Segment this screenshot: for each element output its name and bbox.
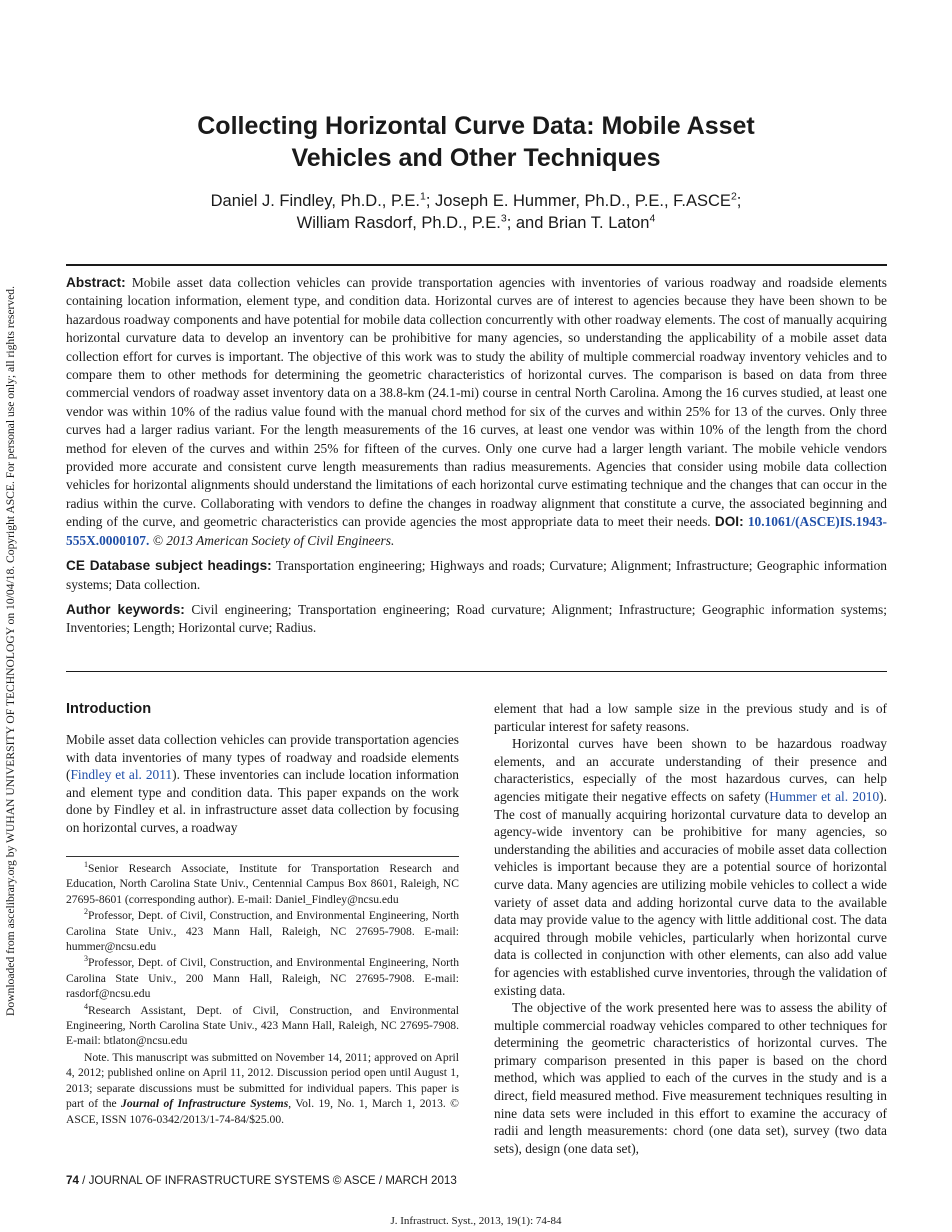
- note-text: , Vol. 19, No. 1, March 1, 2013. © ASCE, ISSN 1076-0342/2013/1-74-84/$25.00.: [66, 1097, 459, 1126]
- doi-label: DOI:: [714, 514, 744, 530]
- ce-headings-label: CE Database subject headings:: [66, 558, 272, 574]
- author-laton: ; and Brian T. Laton: [506, 214, 650, 232]
- footnote-text: Research Assistant, Dept. of Civil, Construction, and Environmental Engineering, North Carolina State Univ., 423 Mann Hall, Raleigh, NC 27695-7908. E-mail: btlaton@ncsu.edu: [66, 1003, 459, 1048]
- ce-subject-headings: [66, 557, 887, 594]
- citation-link-hummer[interactable]: Hummer et al. 2010: [769, 788, 880, 804]
- affiliation-marker: 1: [420, 190, 426, 203]
- running-footer-text: / JOURNAL OF INFRASTRUCTURE SYSTEMS © ASCE / MARCH 2013: [78, 1174, 457, 1187]
- abstract-label: Abstract:: [66, 275, 126, 290]
- footnote-1: [66, 861, 459, 907]
- intro-text: Horizontal curves have been shown to be hazardous roadway elements, and an accurate understanding of their presence and characteristics, especially of the most hazardous curves, can help agencies mitigate their negative effects on safety (: [494, 736, 887, 804]
- footnote-3: [66, 955, 459, 1001]
- author-hummer: ; Joseph E. Hummer, Ph.D., P.E., F.ASCE: [425, 192, 731, 210]
- author-separator: ;: [736, 192, 742, 210]
- intro-text: Mobile asset data collection vehicles can provide transportation agencies with data inventories of many types of roadway and roadside elements (: [66, 732, 459, 783]
- manuscript-note: [66, 1050, 459, 1127]
- abstract: [66, 274, 887, 550]
- author-line-2: [66, 212, 886, 234]
- abstract-text: Mobile asset data collection vehicles can provide transportation agencies with inventories of various roadway and roadside elements containing location information, element type, and condition data. Horizontal curves are of interest to agencies because they have been shown to be hazardous roadway components and have potential for mobile data collection concurrently with other roadway elements. The cost of manually acquiring horizontal curvature data to develop an inventory can be prohibitive for many agencies, so understanding the applicability of a mobile asset data collection effort for curves is important. The objective of this work was to study the ability of multiple commercial roadway inventory vehicles and to compare them to other methods for determining the geometric characteristics of horizontal curves. The comparison is based on data from three commercial vendors of roadway asset inventory data on a 38.8-km (24.1-mi) course in central North Carolina. Among the 16 curves studied, at least one vendor was within 10% of the radius value found with the manual chord method for six of the curves and within 25% for 13 of the curves. Only three curves had a larger radius variant. For the length measurements of the 16 curves, at least one vendor was within 10% of the length from the chord method for eleven of the curves and within 25% for fifteen of the curves. Only one curve had a larger length variant. The mobile vehicle vendors provided more accurate and consistent curve length measurements than radius measurements. Agencies that consider using mobile data collection vehicles for horizontal alignments should understand the limitations of each horizontal curve estimating technique and the changes that can occur in the radius within the curve. Collaborating with vendors to define the changes in roadway alignment that constitute a curve, the associated beginning and ending of the curve, and geometric characteristics can provide agencies the most appropriate data to meet their needs.: [66, 275, 887, 530]
- footnote-marker: 1: [84, 860, 88, 870]
- intro-paragraph-1: [66, 731, 459, 837]
- keywords-label: Author keywords:: [66, 601, 185, 617]
- note-text: Note. This manuscript was submitted on November 14, 2011; approved on April 4, 2012; published online on April 11, 2012. Discussion period open until August 1, 2013; separate discussions must be submitted for individual papers. This paper is part of the: [66, 1050, 459, 1111]
- intro-text: ). The cost of manually acquiring horizontal curvature data to develop an agency-wide inventory can be prohibitive for many agencies, so understanding the abilities and accuracies of mobile asset data collection vehicles is important because they are a potential source of horizontal curve data. Many agencies are utilizing mobile vehicles to collect a wide variety of asset data and adding horizontal curve data to the available data may provide value to the agency with little additional cost. The data acquired through mobile vehicles, particularly when horizontal curve data is collected in conjunction with other elements, can also add value for agencies with established curve inventories, through the validation of existing data.: [494, 788, 887, 998]
- intro-paragraph-3: The objective of the work presented here was to assess the ability of multiple commercial roadway vehicles compared to other techniques for determining the geometric characteristics of horizontal curves. The primary comparison presented in this paper is based on the chord method, which was applied to each of the curves in the study and is a direct, field measured method. Five measurement techniques resulting in nine data sets were included in this effort to examine the accuracy of radii and length measurements: chord (one data set), survey (two data sets), design (one data set),: [494, 1000, 887, 1156]
- author-line-1: [66, 190, 886, 212]
- abstract-top-rule: [66, 264, 887, 266]
- intro-text: ). These inventories can include location information and element type and condition data. This paper expands on the work done by Findley et al. in infrastructure asset data collection by focusing on horizontal curves, a roadway: [66, 767, 459, 835]
- footnotes: [66, 861, 459, 1128]
- section-heading-introduction: Introduction: [66, 701, 152, 717]
- affiliation-marker: 3: [500, 212, 507, 225]
- intro-paragraph-1-cont: element that had a low sample size in the previous study and is of particular interest for safety reasons.: [494, 701, 887, 734]
- affiliation-marker: 2: [730, 190, 737, 203]
- right-column: [494, 700, 887, 1157]
- footnote-2: [66, 908, 459, 954]
- citation-link-findley[interactable]: Findley et al. 2011: [70, 767, 173, 783]
- title-line-2: Vehicles and Other Techniques: [291, 144, 661, 172]
- abstract-section: [66, 274, 887, 645]
- footnote-text: Professor, Dept. of Civil, Construction, and Environmental Engineering, North Carolina State Univ., 423 Mann Hall, Raleigh, NC 27695-7908. E-mail: hummer@ncsu.edu: [66, 909, 459, 954]
- footnote-text: Professor, Dept. of Civil, Construction, and Environmental Engineering, North Carolina State Univ., 200 Mann Hall, Raleigh, NC 27695-7908. E-mail: rasdorf@ncsu.edu: [66, 956, 459, 1001]
- article-citation: J. Infrastruct. Syst., 2013, 19(1): 74-84: [390, 1215, 562, 1227]
- left-column: [66, 700, 459, 837]
- footnote-marker: 4: [84, 1001, 88, 1011]
- footnote-rule: [66, 856, 459, 857]
- footnote-marker: 3: [84, 954, 88, 964]
- page-number: 74: [66, 1174, 79, 1187]
- ce-headings-text: Transportation engineering; Highways and roads; Curvature; Alignment; Infrastructure; Geographic information systems; Data collection.: [66, 558, 887, 592]
- affiliation-marker: 4: [649, 212, 656, 225]
- download-watermark: Downloaded from ascelibrary.org by WUHAN UNIVERSITY OF TECHNOLOGY on 10/04/18. Copyright ASCE. For personal use only; all rights reserved.: [4, 286, 17, 1016]
- copyright-notice: © 2013 American Society of Civil Engineers.: [152, 532, 395, 548]
- abstract-bottom-rule: [66, 671, 887, 672]
- footnote-marker: 2: [84, 907, 88, 917]
- author-rasdorf: William Rasdorf, Ph.D., P.E.: [296, 214, 501, 232]
- journal-name: Journal of Infrastructure Systems: [121, 1097, 289, 1111]
- doi-link[interactable]: 10.1061/(ASCE)IS.1943-555X.0000107.: [66, 514, 887, 548]
- footnote-text: Senior Research Associate, Institute for Transportation Research and Education, North Carolina State Univ., Centennial Campus Box 8601, Raleigh, NC 27695-8601 (corresponding author). E-mail: Daniel_Findley@ncsu.edu: [66, 862, 459, 906]
- author-list: [66, 190, 886, 234]
- keywords-text: Civil engineering; Transportation engineering; Road curvature; Alignment; Infrastructure; Geographic information systems; Inventories; Length; Horizontal curve; Radius.: [66, 601, 887, 636]
- author-keywords: [66, 601, 887, 638]
- footnote-4: [66, 1003, 459, 1049]
- intro-paragraph-2: [494, 735, 887, 999]
- paper-title: [66, 110, 886, 174]
- author-findley: Daniel J. Findley, Ph.D., P.E.: [210, 192, 421, 210]
- running-footer: [66, 1174, 457, 1188]
- title-line-1: Collecting Horizontal Curve Data: Mobile Asset: [197, 112, 755, 140]
